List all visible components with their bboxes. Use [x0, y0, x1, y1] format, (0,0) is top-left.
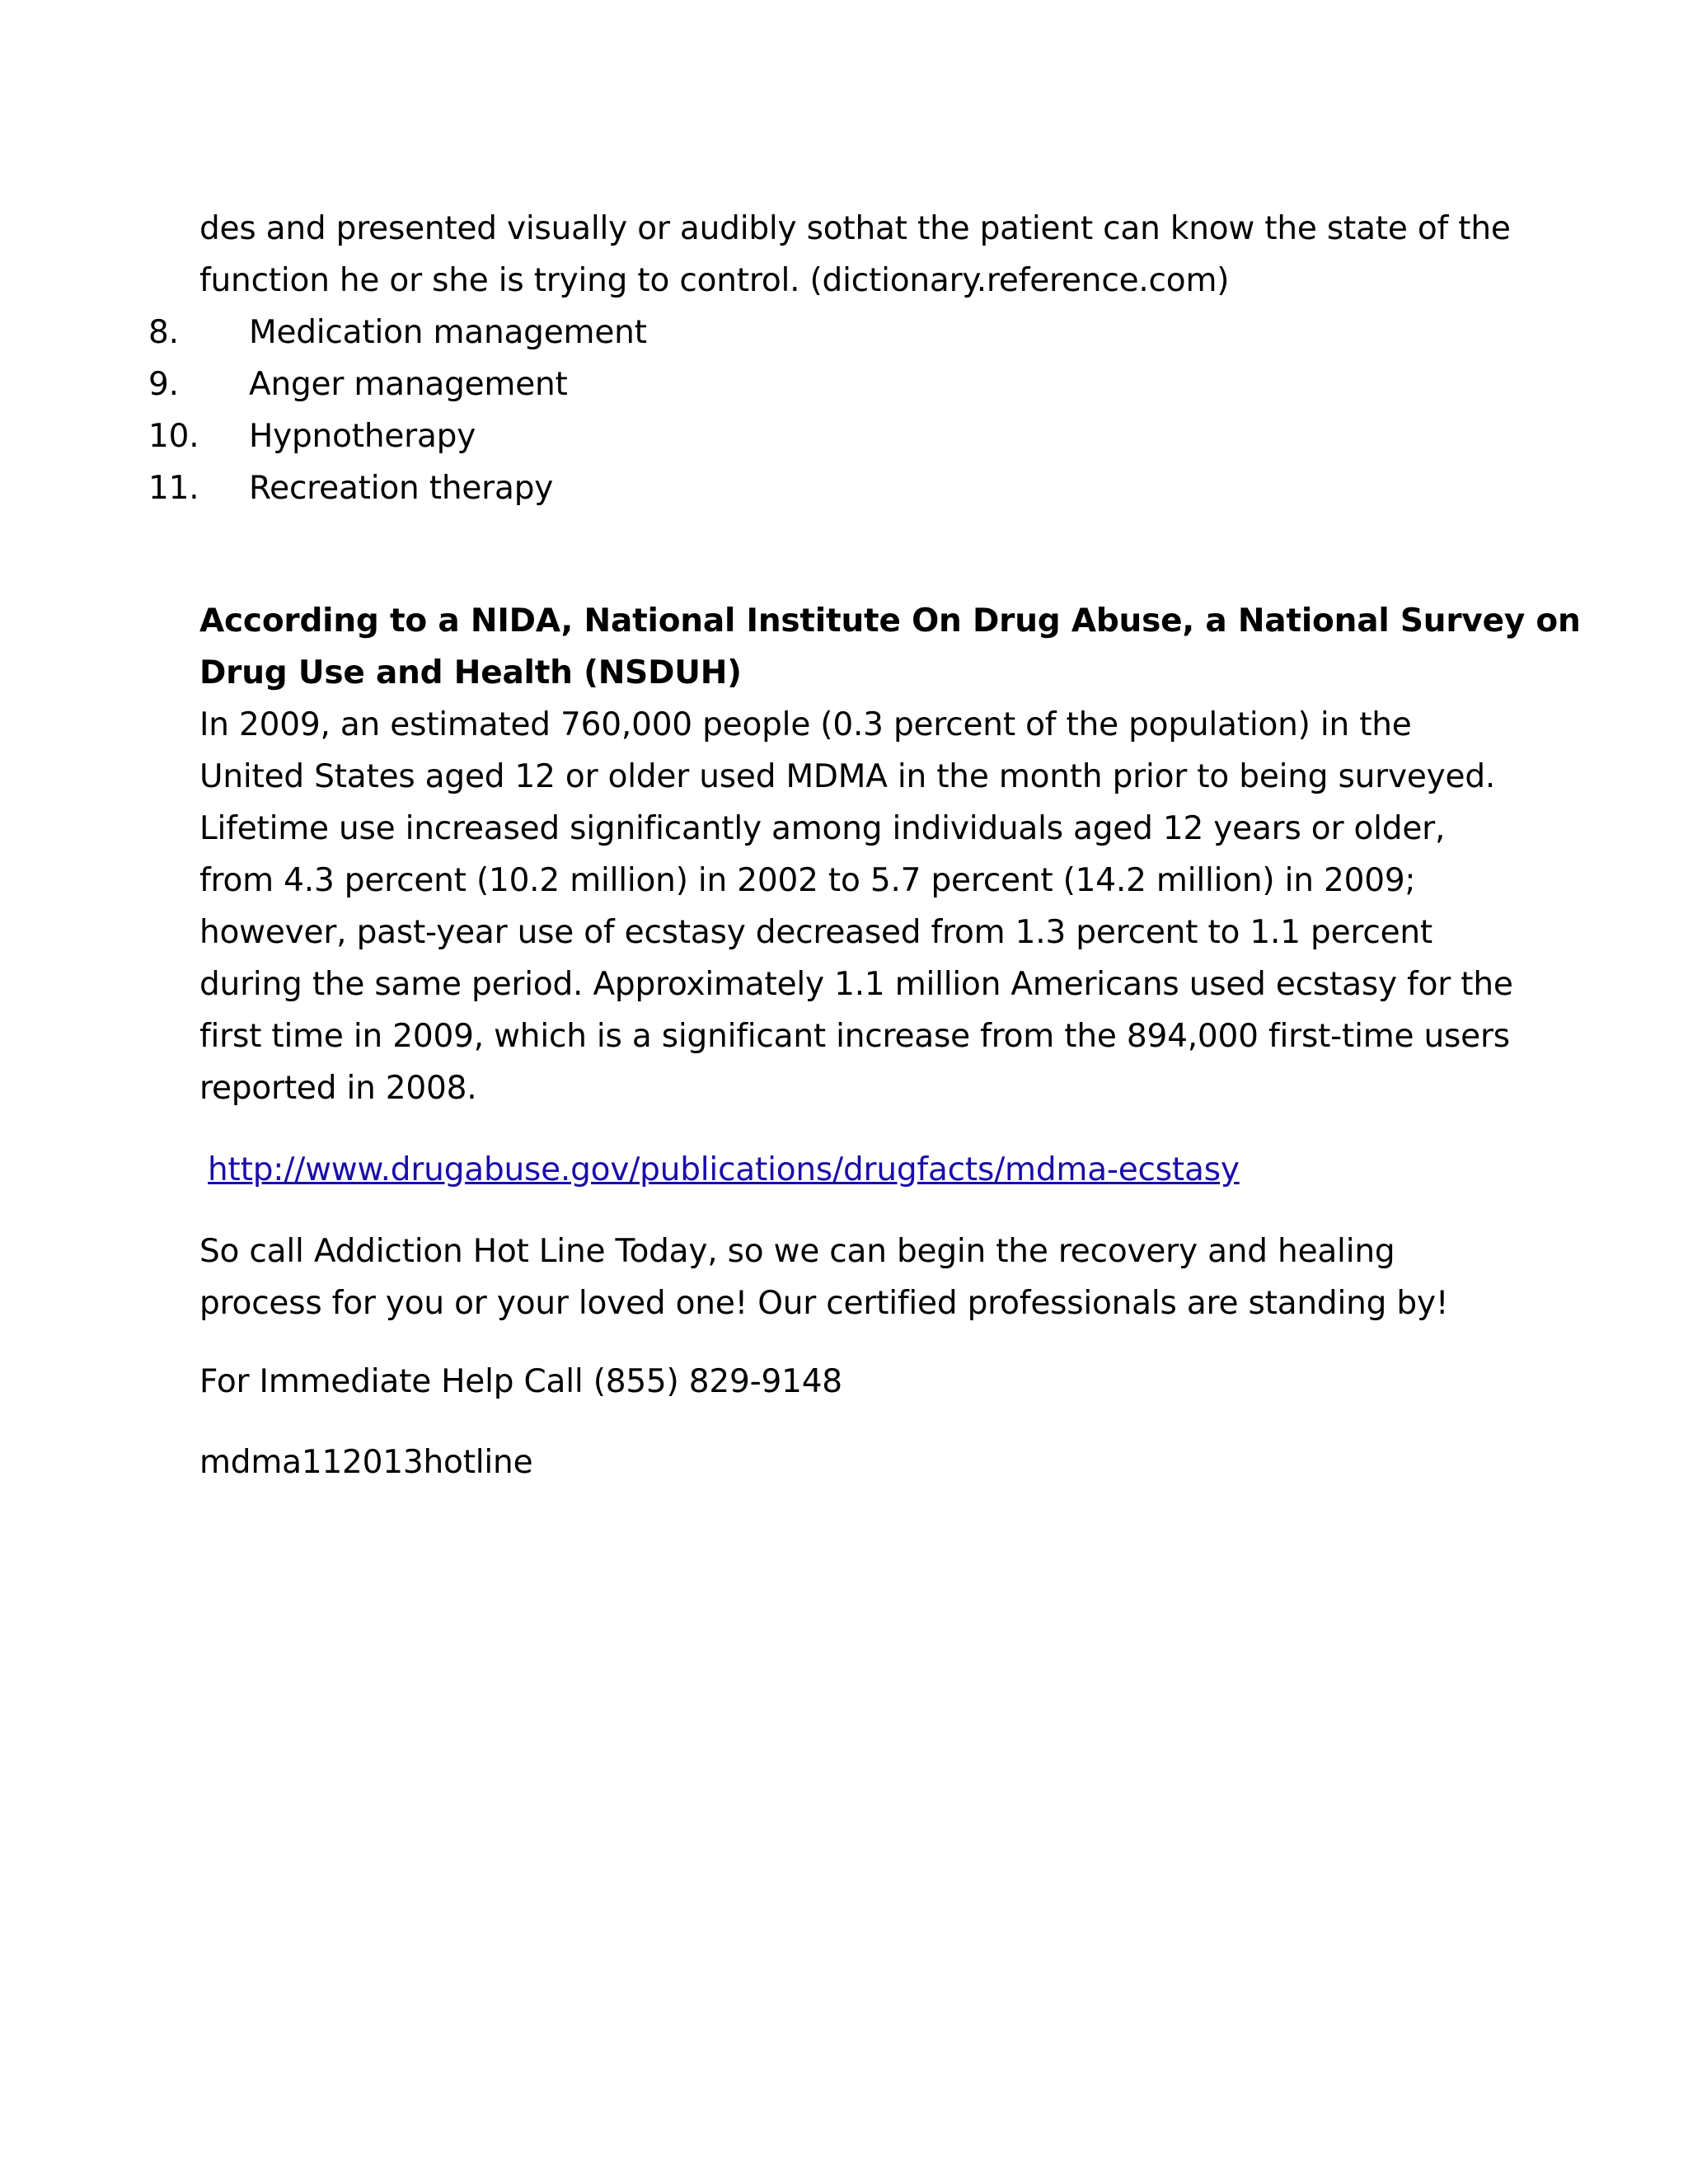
help-phone-line: For Immediate Help Call (855) 829-9148	[199, 1363, 842, 1400]
list-item	[148, 307, 647, 359]
continuation-text	[199, 203, 1511, 307]
cta-line: So call Addiction Hot Line Today, so we can begin the recovery and healing	[199, 1233, 1395, 1270]
list-item-number: 8.	[148, 314, 179, 351]
continuation-line: function he or she is trying to control. (dictionary.reference.com)	[199, 262, 1230, 299]
statistics-paragraph	[199, 699, 1513, 1114]
source-link[interactable]: http://www.drugabuse.gov/publications/drugfacts/mdma-ecstasy	[208, 1151, 1240, 1188]
list-item-number: 9.	[148, 366, 179, 403]
heading-line: Drug Use and Health (NSDUH)	[199, 654, 742, 691]
paragraph-line: during the same period. Approximately 1.1 million Americans used ecstasy for the	[199, 966, 1513, 1003]
paragraph-line: United States aged 12 or older used MDMA in the month prior to being surveyed.	[199, 758, 1496, 795]
list-item	[148, 359, 647, 410]
paragraph-line: reported in 2008.	[199, 1070, 477, 1107]
list-item-label: Hypnotherapy	[249, 418, 476, 455]
list-item-label: Anger management	[249, 366, 568, 403]
paragraph-line: from 4.3 percent (10.2 million) in 2002 to 5.7 percent (14.2 million) in 2009;	[199, 862, 1416, 899]
continuation-line: des and presented visually or audibly sothat the patient can know the state of the	[199, 210, 1511, 247]
section-heading	[199, 595, 1581, 699]
document-tag: mdma112013hotline	[199, 1444, 533, 1481]
paragraph-line: however, past-year use of ecstasy decreased from 1.3 percent to 1.1 percent	[199, 914, 1433, 951]
list-item-number: 10.	[148, 418, 199, 455]
paragraph-line: first time in 2009, which is a significant increase from the 894,000 first-time users	[199, 1018, 1510, 1055]
list-item-label: Recreation therapy	[249, 470, 554, 507]
list-item	[148, 462, 647, 514]
list-item	[148, 410, 647, 462]
list-item-label: Medication management	[249, 314, 647, 351]
cta-line: process for you or your loved one! Our certified professionals are standing by!	[199, 1285, 1449, 1322]
paragraph-line: Lifetime use increased significantly among individuals aged 12 years or older,	[199, 810, 1446, 847]
paragraph-line: In 2009, an estimated 760,000 people (0.3 percent of the population) in the	[199, 706, 1412, 743]
list-item-number: 11.	[148, 470, 199, 507]
heading-line: According to a NIDA, National Institute On Drug Abuse, a National Survey on	[199, 602, 1581, 640]
therapy-list	[148, 307, 647, 514]
call-to-action-text	[199, 1226, 1502, 1329]
